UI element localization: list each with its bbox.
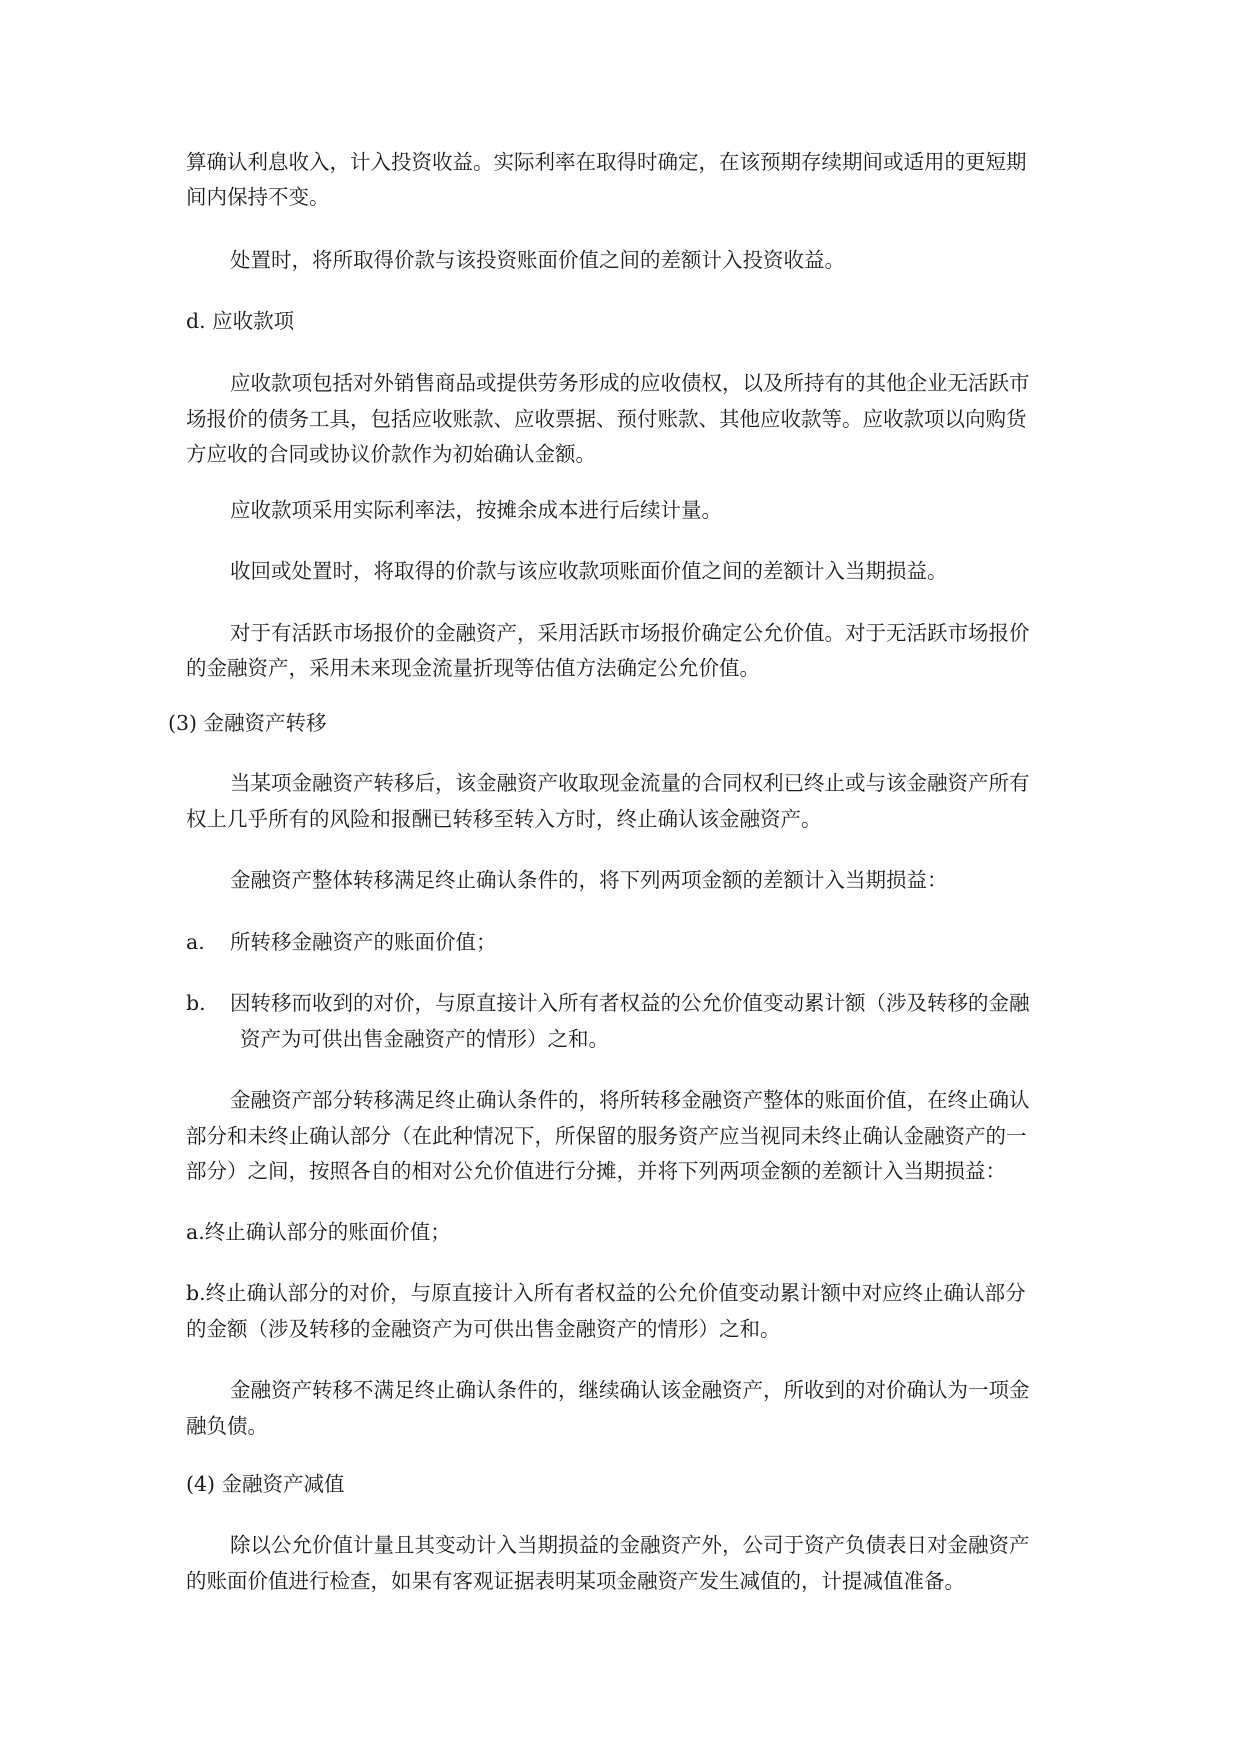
paragraph-line: 的金额（涉及转移的金融资产为可供出售金融资产的情形）之和。 [186,1317,781,1341]
section-heading-4: (4) 金融资产减值 [186,1472,345,1496]
paragraph-line: 部分和未终止确认部分（在此种情况下，所保留的服务资产应当视同未终止确认金融资产的一 [186,1124,1027,1148]
list-item-b-continued: 资产为可供出售金融资产的情形）之和。 [240,1027,609,1051]
paragraph-line: 金融资产整体转移满足终止确认条件的，将下列两项金额的差额计入当期损益： [230,868,948,892]
paragraph-line: 对于有活跃市场报价的金融资产，采用活跃市场报价确定公允价值。对于无活跃市场报价 [230,621,1030,645]
paragraph-line: 的金融资产，采用未来现金流量折现等估值方法确定公允价值。 [186,656,760,680]
paragraph-line: 融负债。 [186,1414,268,1438]
paragraph-line: 当某项金融资产转移后，该金融资产收取现金流量的合同权利已终止或与该金融资产所有 [230,771,1030,795]
paragraph-line: 处置时，将所取得价款与该投资账面价值之间的差额计入投资收益。 [230,248,845,272]
paragraph-line: 金融资产转移不满足终止确认条件的，继续确认该金融资产，所收到的对价确认为一项金 [230,1378,1030,1402]
paragraph-line: 应收款项包括对外销售商品或提供劳务形成的应收债权，以及所持有的其他企业无活跃市 [230,371,1030,395]
list-item-a-final: a.终止确认部分的账面价值； [186,1220,451,1244]
paragraph-line: 间内保持不变。 [186,185,330,209]
list-marker-b: b. [186,991,206,1015]
paragraph-line: 除以公允价值计量且其变动计入当期损益的金融资产外，公司于资产负债表日对金融资产 [230,1533,1030,1557]
paragraph-line: 算确认利息收入，计入投资收益。实际利率在取得时确定，在该预期存续期间或适用的更短期 [186,150,1027,174]
paragraph-line: 的账面价值进行检查，如果有客观证据表明某项金融资产发生减值的，计提减值准备。 [186,1569,965,1593]
list-marker-a: a. [186,930,205,954]
paragraph-line: 方应收的合同或协议价款作为初始确认金额。 [186,442,596,466]
paragraph-line: 部分）之间，按照各自的相对公允价值进行分摊，并将下列两项金额的差额计入当期损益： [186,1159,1006,1183]
paragraph-line: 权上几乎所有的风险和报酬已转移至转入方时，终止确认该金融资产。 [186,807,822,831]
paragraph-line: 收回或处置时，将取得的价款与该应收款项账面价值之间的差额计入当期损益。 [230,559,948,583]
list-item-b: 因转移而收到的对价，与原直接计入所有者权益的公允价值变动累计额（涉及转移的金融 [230,991,1030,1015]
section-heading-3: (3) 金融资产转移 [168,711,327,735]
paragraph-line: 应收款项采用实际利率法，按摊余成本进行后续计量。 [230,498,722,522]
paragraph-line: 场报价的债务工具，包括应收账款、应收票据、预付账款、其他应收款等。应收款项以向购货 [186,407,1027,431]
paragraph-line: 金融资产部分转移满足终止确认条件的，将所转移金融资产整体的账面价值，在终止确认 [230,1088,1030,1112]
list-item-a: 所转移金融资产的账面价值； [230,930,497,954]
paragraph-line: b.终止确认部分的对价，与原直接计入所有者权益的公允价值变动累计额中对应终止确认部分 [186,1281,1026,1305]
subheading-d: d. 应收款项 [186,309,295,333]
